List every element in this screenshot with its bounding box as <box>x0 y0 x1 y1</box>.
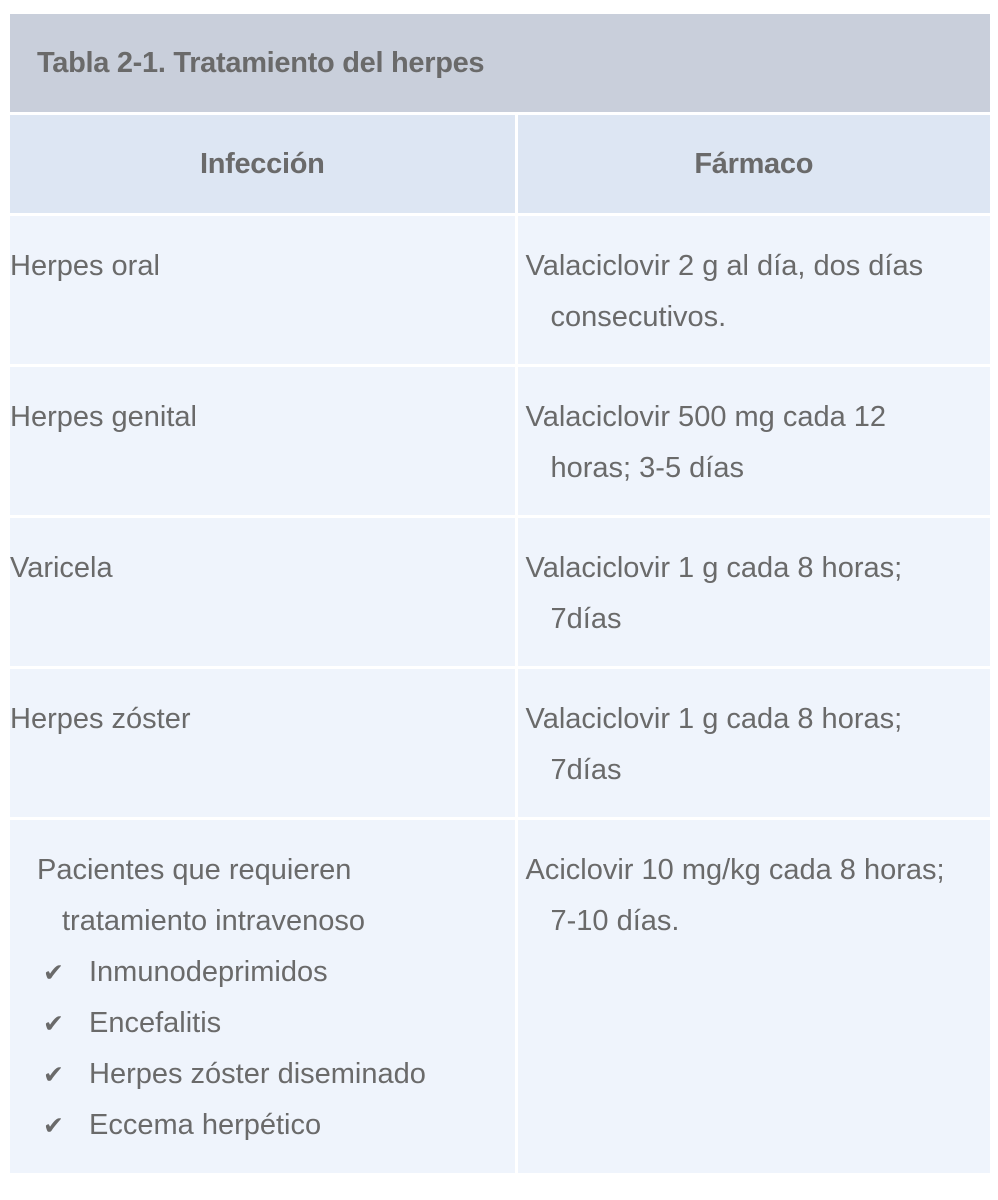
infection-cell <box>10 819 516 1173</box>
infection-cell: Herpes zóster <box>10 668 516 819</box>
drug-cell: Valaciclovir 1 g cada 8 horas; 7días <box>516 668 990 819</box>
condition-list <box>37 947 495 1151</box>
infection-text: Pacientes que requieren tratamiento intravenoso <box>37 854 366 937</box>
header-row <box>10 115 990 215</box>
condition-item <box>37 947 495 998</box>
drug-cell: Valaciclovir 1 g cada 8 horas; 7días <box>516 517 990 668</box>
table-row <box>10 366 990 517</box>
condition-item <box>37 1049 495 1100</box>
drug-cell: Aciclovir 10 mg/kg cada 8 horas; 7-10 días. <box>516 819 990 1173</box>
check-mark-icon: ✔ <box>43 1111 64 1140</box>
table-row <box>10 215 990 366</box>
infection-cell: Varicela <box>10 517 516 668</box>
infection-cell: Herpes genital <box>10 366 516 517</box>
table-row <box>10 517 990 668</box>
table-caption: Tabla 2-1. Tratamiento del herpes <box>10 14 990 112</box>
drug-cell: Valaciclovir 2 g al día, dos días consecutivos. <box>516 215 990 366</box>
condition-label: Encefalitis <box>89 1007 222 1039</box>
condition-label: Eccema herpético <box>89 1109 322 1141</box>
column-header-infection: Infección <box>10 115 516 215</box>
column-header-drug: Fármaco <box>516 115 990 215</box>
check-mark-icon: ✔ <box>43 1009 64 1038</box>
check-mark-icon: ✔ <box>43 958 64 987</box>
condition-item <box>37 1100 495 1151</box>
treatment-table <box>10 14 990 1173</box>
condition-label: Inmunodeprimidos <box>89 956 328 988</box>
table-row <box>10 668 990 819</box>
table-grid <box>10 115 990 1173</box>
condition-item <box>37 998 495 1049</box>
condition-label: Herpes zóster diseminado <box>89 1058 426 1090</box>
infection-cell: Herpes oral <box>10 215 516 366</box>
drug-cell: Valaciclovir 500 mg cada 12 horas; 3-5 días <box>516 366 990 517</box>
check-mark-icon: ✔ <box>43 1060 64 1089</box>
table-row <box>10 819 990 1173</box>
